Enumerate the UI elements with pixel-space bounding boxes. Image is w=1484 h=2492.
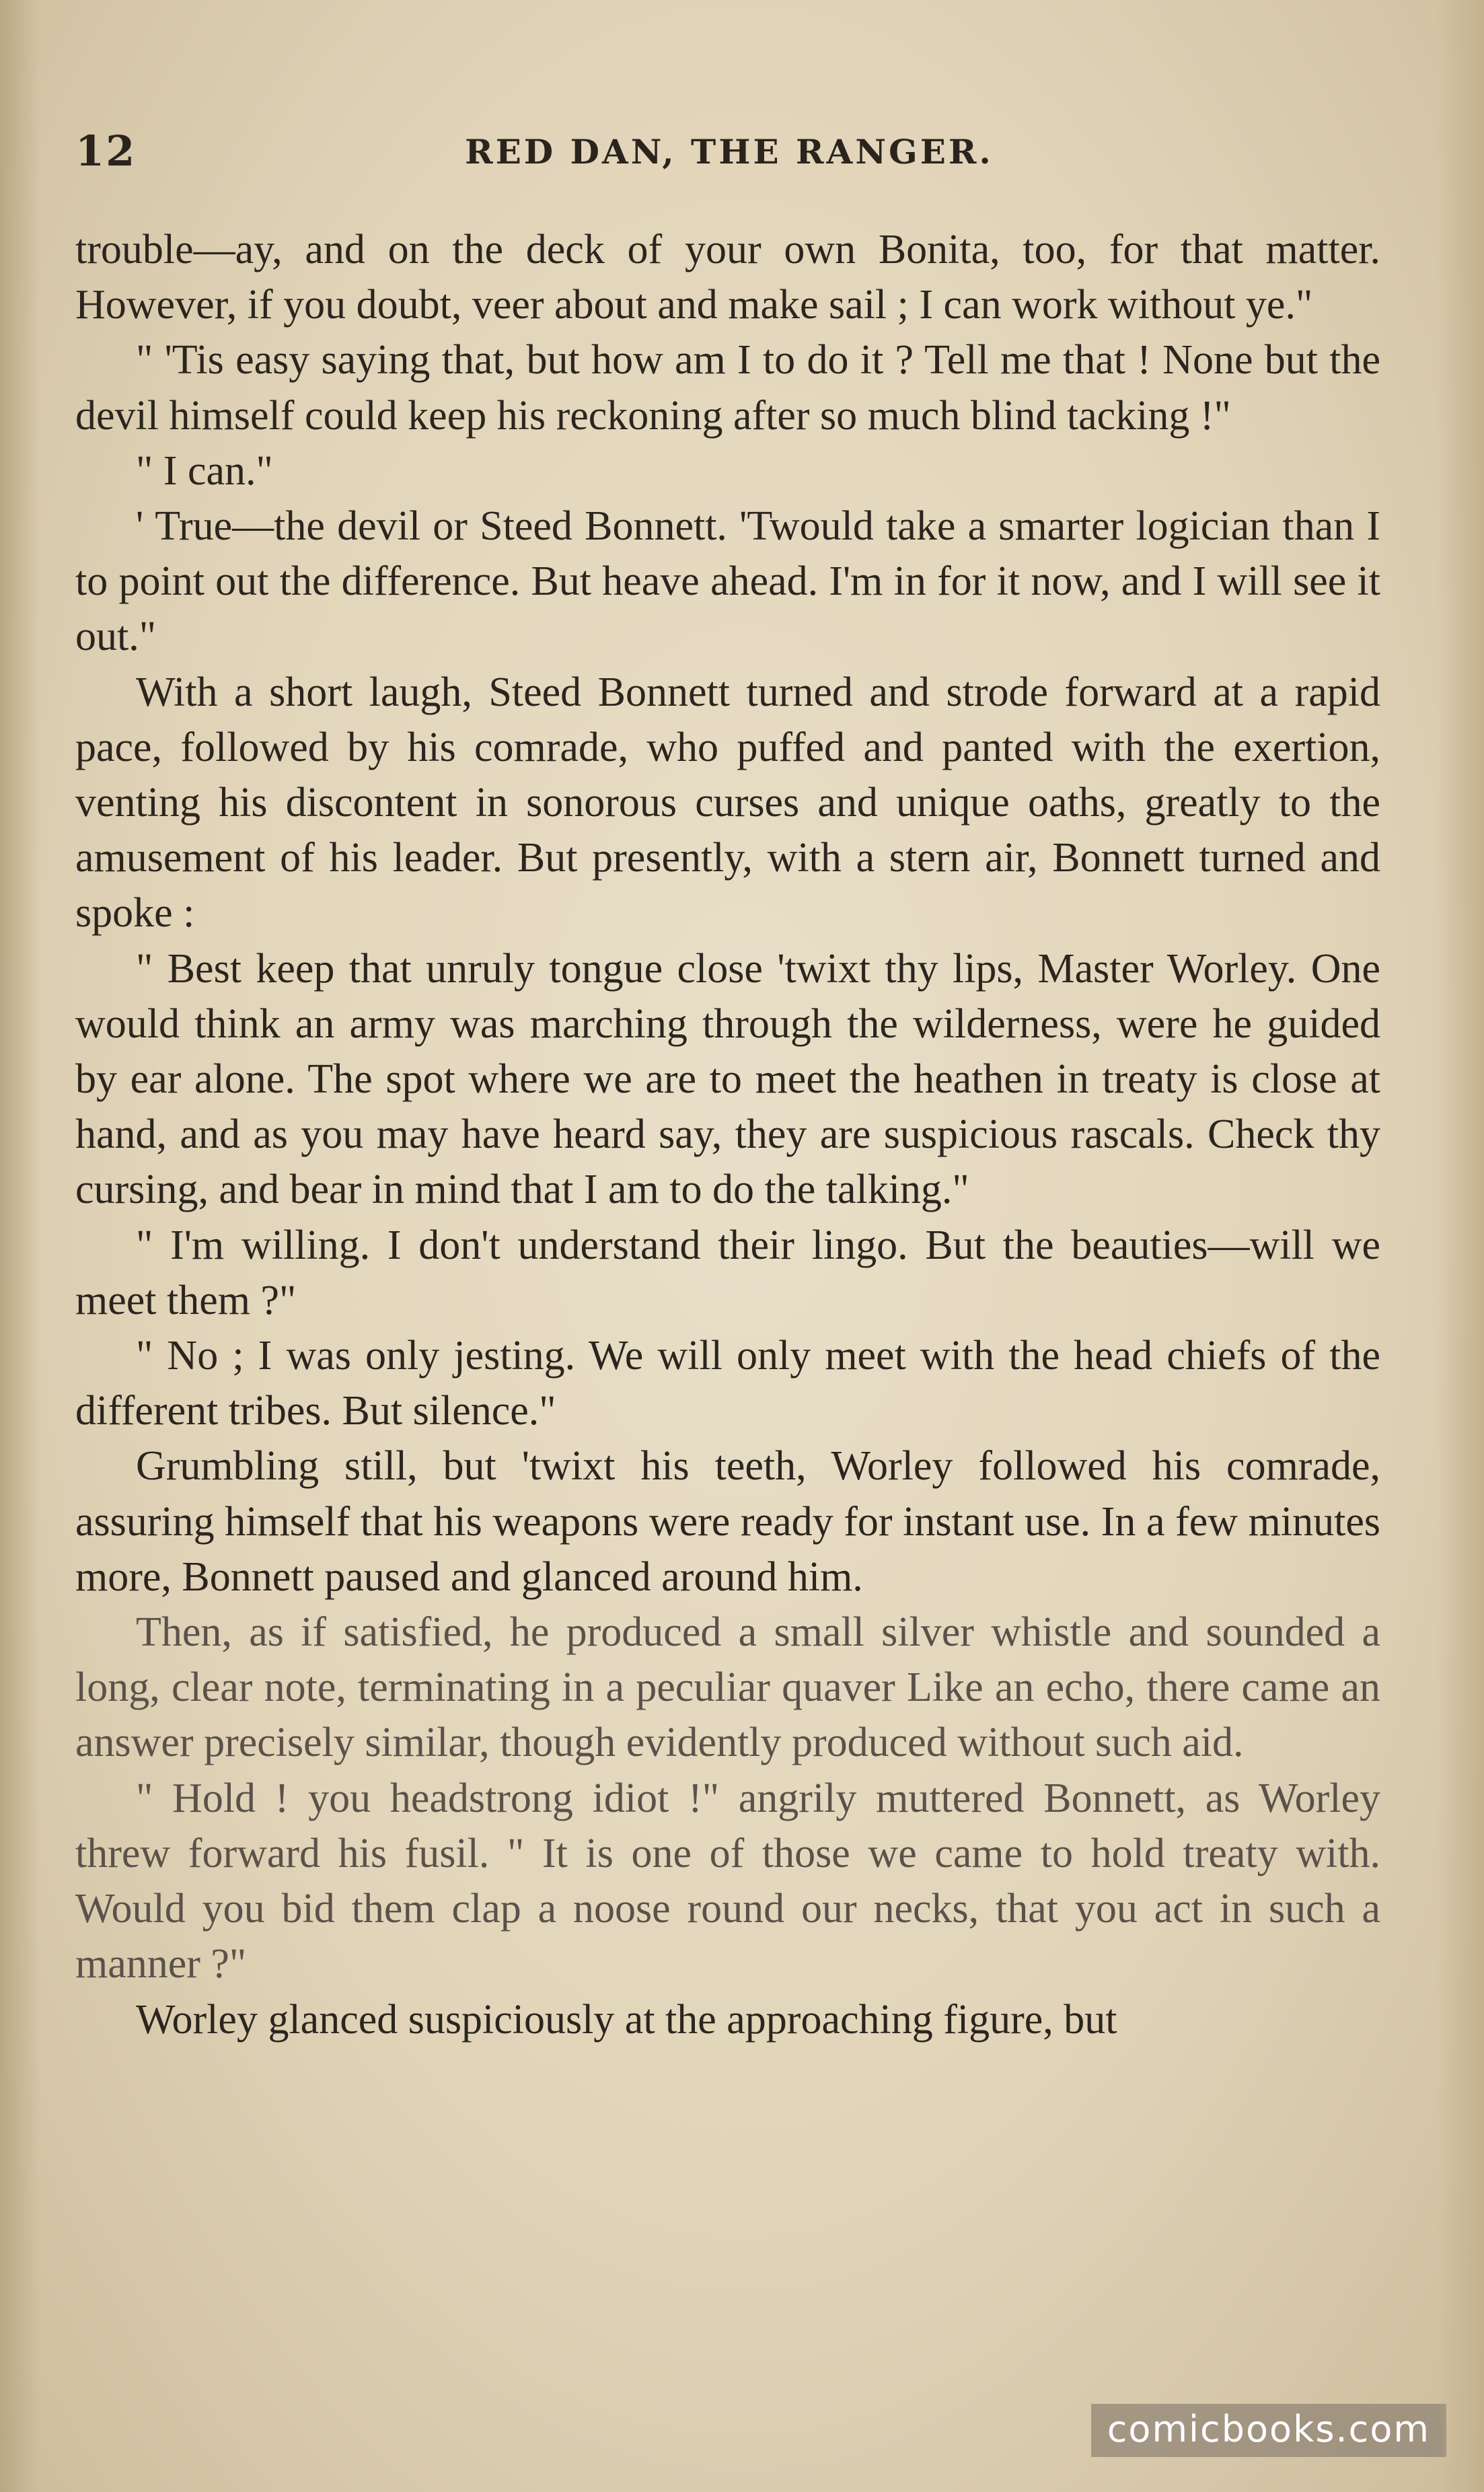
paragraph: " 'Tis easy saying that, but how am I to do it ? Tell me that ! None but the devil himself could keep his reckoning after so much blind tacking !"	[75, 337, 1380, 439]
running-head	[75, 126, 1383, 174]
paragraph: Then, as if satisfied, he produced a small silver whistle and sounded a long, clear note, terminating in a peculiar quaver Like an echo, there came an answer precisely similar, though evidently produced without such aid.	[75, 1609, 1380, 1766]
paragraph: " Best keep that unruly tongue close 'twixt thy lips, Master Worley. One would think an army was marching through the wilderness, were he guided by ear alone. The spot where we are to meet the heathen in treaty is close at hand, and as you may have heard say, they are suspicious rascals. Check thy cursing, and bear in mind that I am to do the talking."	[75, 945, 1380, 1213]
body-text	[75, 222, 1380, 2047]
paragraph: With a short laugh, Steed Bonnett turned and strode forward at a rapid pace, followed by his comrade, who puffed and panted with the exertion, venting his discontent in sonorous curses and unique oaths, greatly to the amusement of his leader. But presently, with a stern air, Bonnett turned and spoke :	[75, 669, 1380, 937]
paragraph: " I'm willing. I don't understand their lingo. But the beauties—will we meet them ?"	[75, 1222, 1380, 1323]
paragraph: trouble—ay, and on the deck of your own Bonita, too, for that matter. However, if you doubt, veer about and make sail ; I can work without ye."	[75, 227, 1380, 328]
running-title: RED DAN, THE RANGER.	[465, 132, 994, 172]
paragraph: Worley glanced suspiciously at the approaching figure, but	[136, 1996, 1117, 2043]
paragraph: Grumbling still, but 'twixt his teeth, Worley followed his comrade, assuring himself that his weapons were ready for instant use. In a few minutes more, Bonnett paused and glanced around him.	[75, 1443, 1380, 1600]
paragraph: " No ; I was only jesting. We will only meet with the head chiefs of the different tribes. But silence."	[75, 1333, 1380, 1434]
paragraph: " Hold ! you headstrong idiot !" angrily muttered Bonnett, as Worley threw forward his fusil. " It is one of those we came to hold treaty with. Would you bid them clap a noose round our necks, that you act in such a manner ?"	[75, 1775, 1380, 1987]
paragraph: " I can."	[136, 447, 273, 494]
page-number: 12	[75, 126, 137, 176]
watermark: comicbooks.com	[1091, 2404, 1446, 2457]
paragraph: ' True—the devil or Steed Bonnett. 'Twould take a smarter logician than I to point out the difference. But heave ahead. I'm in for it now, and I will see it out."	[75, 503, 1380, 660]
